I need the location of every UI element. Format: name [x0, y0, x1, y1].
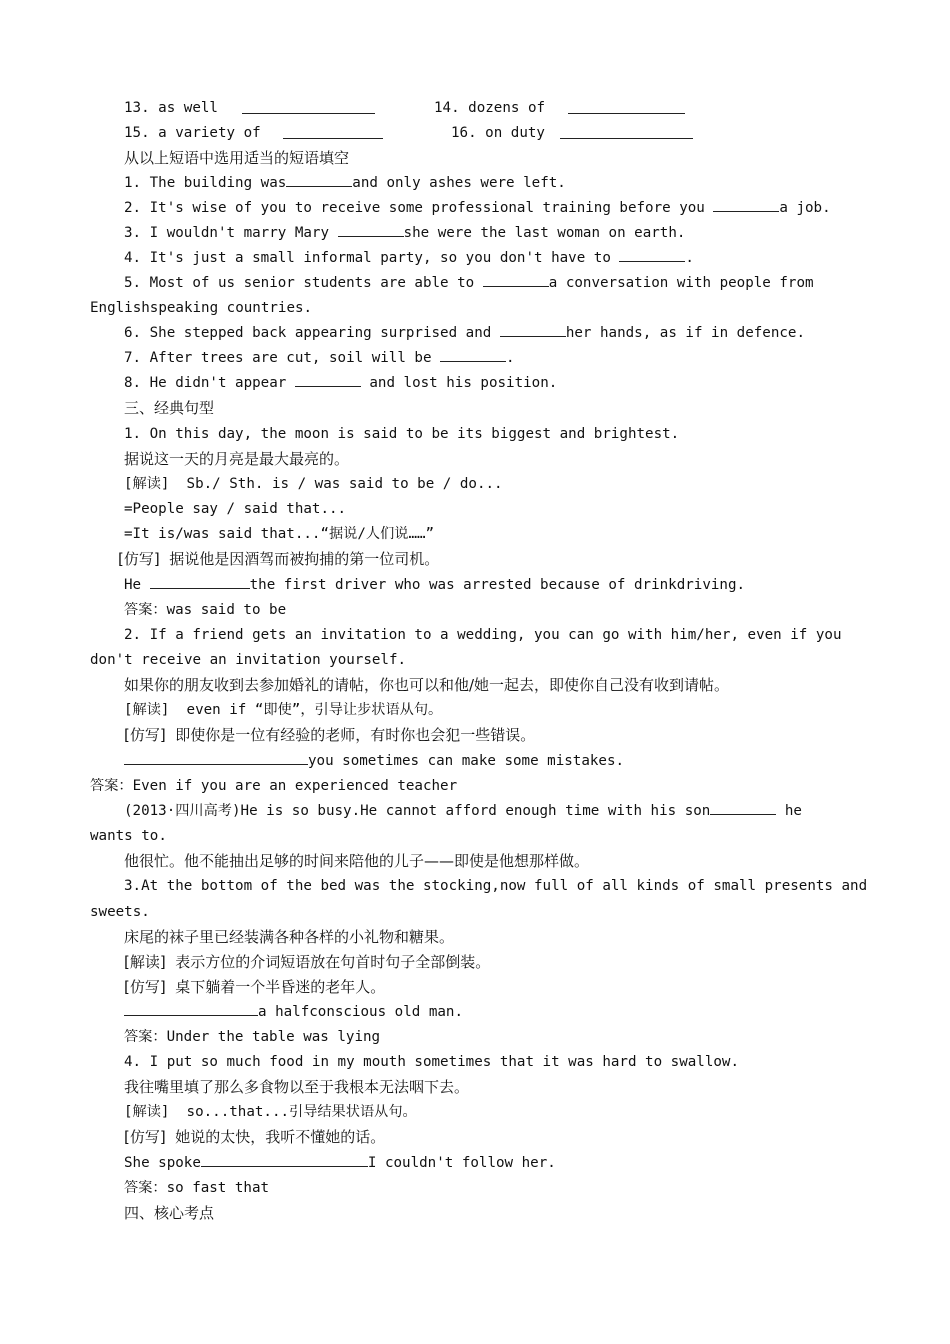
phrase-14: 14. dozens of	[434, 100, 546, 116]
fill-blank-7[interactable]	[440, 349, 506, 362]
sentence-3-blank[interactable]	[124, 1003, 258, 1016]
fill-question-5-cont: Englishspeaking countries.	[90, 300, 313, 316]
sentence-3-en-cont: sweets.	[90, 904, 150, 920]
gaokao-blank[interactable]	[710, 802, 776, 815]
sentence-2-cn: 如果你的朋友收到去参加婚礼的请帖，你也可以和他/她一起去，即使你自己没有收到请帖。	[124, 676, 730, 694]
sentence-1-blank[interactable]	[150, 576, 250, 589]
sentence-4-answer: 答案：so fast that	[124, 1180, 270, 1196]
sentence-1-cn: 据说这一天的月亮是最大最亮的。	[124, 450, 350, 468]
sentence-2-jiedu: [解读] even if “即使”，引导让步状语从句。	[124, 702, 443, 718]
sentence-4-fangxie: [仿写] 她说的太快，我听不懂她的话。	[124, 1128, 386, 1146]
fill-question-8: 8. He didn't appear and lost his position.	[124, 375, 558, 391]
phrase-15: 15. a variety of	[124, 125, 261, 141]
phrase-16-blank[interactable]	[560, 126, 693, 139]
sentence-4-cn: 我往嘴里填了那么多食物以至于我根本无法咽下去。	[124, 1078, 470, 1096]
fill-blank-3[interactable]	[338, 224, 404, 237]
gaokao-cn: 他很忙。他不能抽出足够的时间来陪他的儿子——即使是他想那样做。	[124, 852, 590, 870]
phrase-13: 13. as well	[124, 100, 218, 116]
sentence-2-fangxie: [仿写] 即使你是一位有经验的老师，有时你也会犯一些错误。	[124, 726, 536, 744]
phrase-14-blank[interactable]	[568, 101, 685, 114]
sentence-4-jiedu: [解读] so...that...引导结果状语从句。	[124, 1104, 417, 1120]
fill-blank-6[interactable]	[500, 324, 566, 337]
fill-question-4: 4. It's just a small informal party, so you don't have to .	[124, 250, 694, 266]
fill-question-2: 2. It's wise of you to receive some professional training before you a job.	[124, 200, 831, 216]
sentence-2-answer: 答案：Even if you are an experienced teacher	[90, 778, 458, 794]
fill-question-5: 5. Most of us senior students are able to a conversation with people from	[124, 275, 814, 291]
fill-blank-4[interactable]	[619, 249, 685, 262]
sentence-2-en-cont: don't receive an invitation yourself.	[90, 652, 407, 668]
sentence-2-blank[interactable]	[124, 752, 308, 765]
gaokao-question: (2013·四川高考)He is so busy.He cannot afford enough time with his son he	[124, 803, 802, 819]
sentence-3-exercise: a halfconscious old man.	[124, 1003, 463, 1021]
sentence-3-answer: 答案：Under the table was lying	[124, 1029, 381, 1045]
sentence-3-cn: 床尾的袜子里已经装满各种各样的小礼物和糖果。	[124, 928, 455, 946]
sentence-1-answer: 答案：was said to be	[124, 602, 287, 618]
sentence-3-en: 3.At the bottom of the bed was the stocking,now full of all kinds of small presents and	[124, 878, 868, 894]
sentence-1-jiedu: [解读] Sb./ Sth. is / was said to be / do...	[124, 476, 503, 492]
sentence-4-en: 4. I put so much food in my mouth sometimes that it was hard to swallow.	[124, 1054, 739, 1070]
sentence-2-exercise: you sometimes can make some mistakes.	[124, 752, 624, 770]
sentence-1-exercise: He the first driver who was arrested because of drinkdriving.	[124, 577, 746, 593]
sentence-4-blank[interactable]	[201, 1154, 368, 1167]
sentence-1-fangxie: [仿写] 据说他是因酒驾而被拘捕的第一位司机。	[118, 550, 440, 568]
fill-instruction: 从以上短语中选用适当的短语填空	[124, 149, 350, 167]
fill-blank-5[interactable]	[483, 274, 549, 287]
section-4-title: 四、核心考点	[124, 1204, 215, 1222]
phrase-16: 16. on duty	[451, 125, 545, 141]
sentence-1-eq1: =People say / said that...	[124, 501, 347, 517]
phrase-13-blank[interactable]	[242, 101, 375, 114]
sentence-1-en: 1. On this day, the moon is said to be its biggest and brightest.	[124, 426, 680, 442]
section-3-title: 三、经典句型	[124, 399, 215, 417]
sentence-1-eq2: =It is/was said that...“据说/人们说……”	[124, 526, 435, 542]
sentence-3-fangxie: [仿写] 桌下躺着一个半昏迷的老年人。	[124, 978, 386, 996]
fill-question-7: 7. After trees are cut, soil will be .	[124, 350, 515, 366]
sentence-2-en: 2. If a friend gets an invitation to a wedding, you can go with him/her, even if you	[124, 627, 842, 643]
fill-blank-8[interactable]	[295, 374, 361, 387]
gaokao-question-cont: wants to.	[90, 828, 167, 844]
fill-question-1: 1. The building was and only ashes were left.	[124, 175, 566, 191]
fill-question-3: 3. I wouldn't marry Mary she were the last woman on earth.	[124, 225, 686, 241]
fill-question-6: 6. She stepped back appearing surprised and her hands, as if in defence.	[124, 325, 806, 341]
fill-blank-1[interactable]	[286, 174, 352, 187]
phrase-15-blank[interactable]	[283, 126, 383, 139]
fill-blank-2[interactable]	[713, 199, 779, 212]
sentence-4-exercise: She spoke I couldn't follow her.	[124, 1155, 556, 1171]
sentence-3-jiedu: [解读] 表示方位的介词短语放在句首时句子全部倒装。	[124, 953, 491, 971]
